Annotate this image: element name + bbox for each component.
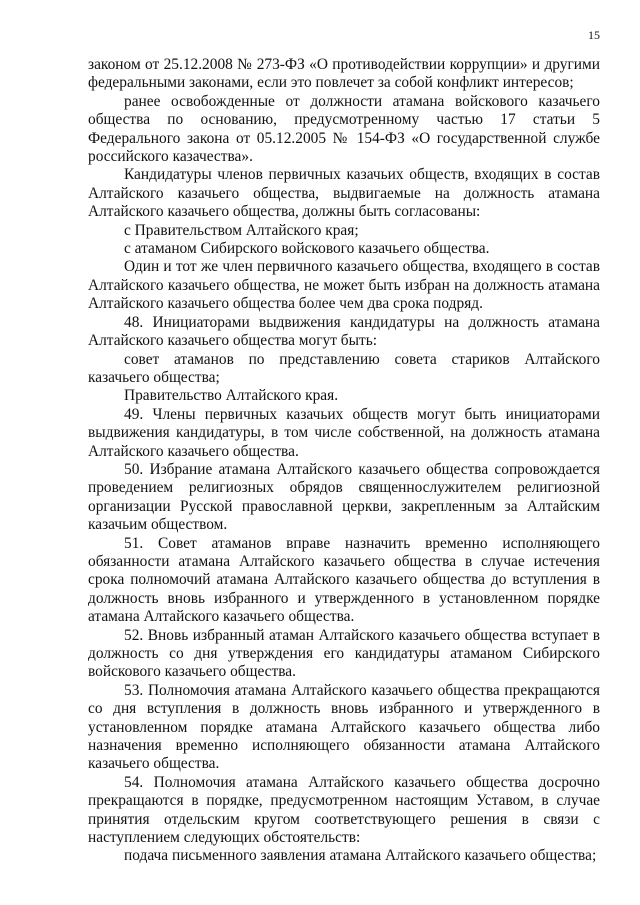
paragraph-item-52: 52. Вновь избранный атаман Алтайского казачьего общества вступает в должность со дня утверждения его кандидатуры атаманом Сибирского войскового казачьего общества. <box>88 626 600 681</box>
paragraph-item-48: 48. Инициаторами выдвижения кандидатуры на должность атамана Алтайского казачьего общества могут быть: <box>88 313 600 350</box>
page-number: 15 <box>588 28 600 42</box>
paragraph-item-53: 53. Полномочия атамана Алтайского казачьего общества прекращаются со дня вступления в должность вновь избранного и утвержденного в установленном порядке атамана Алтайского казачьего общества либо назначения временно исполняющего обязанности атамана Алтайского казачьего общества. <box>88 681 600 773</box>
paragraph-continuation: законом от 25.12.2008 № 273-ФЗ «О противодействии коррупции» и другими федеральными законами, если это повлечет за собой конфликт интересов; <box>88 56 600 92</box>
paragraph: Кандидатуры членов первичных казачьих обществ, входящих в состав Алтайского казачьего общества, выдвигаемые на должность атамана Алтайского казачьего общества, должны быть согласованы: <box>88 166 600 221</box>
paragraph: с атаманом Сибирского войскового казачьего общества. <box>124 240 490 258</box>
document-body <box>88 56 600 866</box>
paragraph: Правительство Алтайского края. <box>124 387 339 405</box>
paragraph-item-50: 50. Избрание атамана Алтайского казачьего общества сопровождается проведением религиозных обрядов священнослужителем религиозной организации Русской православной церкви, закрепленным за Алтайским казачьим обществом. <box>88 460 600 534</box>
paragraph: с Правительством Алтайского края; <box>124 221 359 239</box>
paragraph: Один и тот же член первичного казачьего общества, входящего в состав Алтайского казачьего общества, не может быть избран на должность атамана Алтайского казачьего общества более чем два срока подряд. <box>88 258 600 313</box>
paragraph-item-51: 51. Совет атаманов вправе назначить временно исполняющего обязанности атамана Алтайского казачьего общества в случае истечения срока полномочий атамана Алтайского казачьего общества до вступления в должность вновь избранного и утвержденного в установленном порядке атамана Алтайского казачьего общества. <box>88 534 600 626</box>
paragraph-item-49: 49. Члены первичных казачьих обществ могут быть инициаторами выдвижения кандидатуры, в том числе собственной, на должность атамана Алтайского казачьего общества. <box>88 405 600 460</box>
paragraph: подача письменного заявления атамана Алтайского казачьего общества; <box>124 847 597 865</box>
paragraph: ранее освобожденные от должности атамана войскового казачьего общества по основанию, предусмотренному частью 17 статьи 5 Федерального закона от 05.12.2005 № 154-ФЗ «О государственной службе российского казачества». <box>88 92 600 166</box>
paragraph: совет атаманов по представлению совета стариков Алтайского казачьего общества; <box>88 350 600 386</box>
paragraph-item-54: 54. Полномочия атамана Алтайского казачьего общества досрочно прекращаются в порядке, предусмотренном настоящим Уставом, в случае принятия отдельским кругом соответствующего решения в связи с наступлением следующих обстоятельств: <box>88 773 600 847</box>
